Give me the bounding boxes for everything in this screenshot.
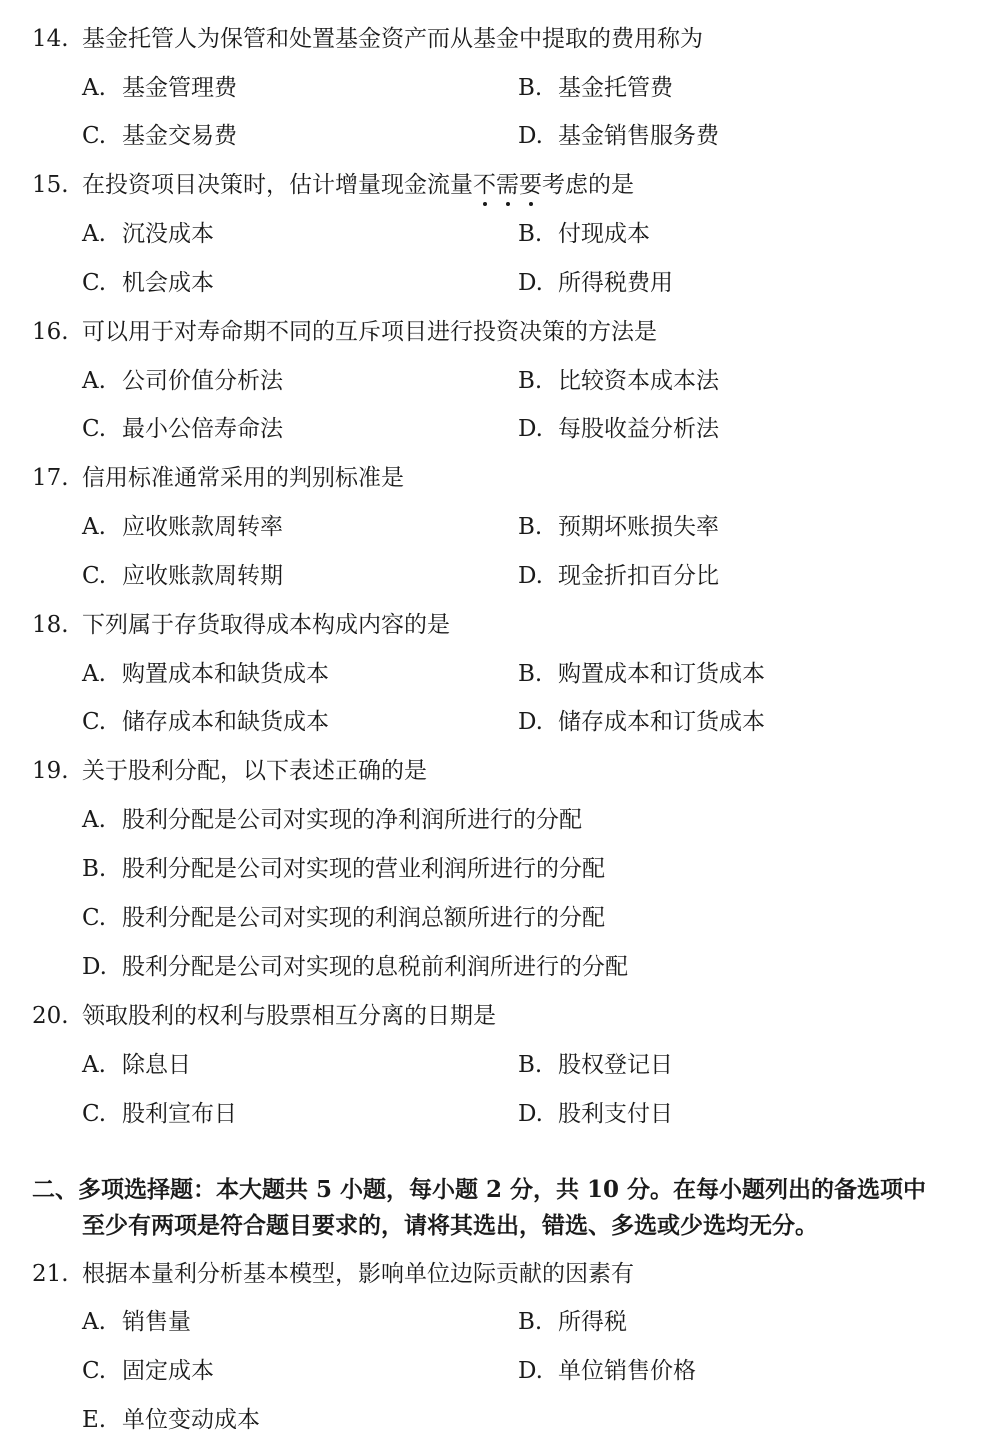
option-text: 机会成本 [122,270,214,296]
option-letter: D. [518,416,543,442]
option-c [82,268,214,298]
option-text: 购置成本和订货成本 [558,661,765,687]
question-number: 20. [32,1003,69,1029]
option-d [518,1099,673,1129]
option-a [82,512,283,542]
option-text: 现金折扣百分比 [558,563,719,589]
option-letter: D. [518,123,543,149]
option-letter: C. [82,563,107,589]
option-letter: A. [82,368,106,394]
question-text-before: 在投资项目决策时，估计增量现金流量 [82,172,473,198]
option-c [82,414,283,444]
option-d [518,414,719,444]
option-text: 基金销售服务费 [558,123,719,149]
option-text: 应收账款周转期 [122,563,283,589]
question-text-after: 考虑的是 [542,172,634,198]
option-a [82,805,582,835]
option-text: 基金托管费 [558,75,673,101]
option-text: 股利分配是公司对实现的营业利润所进行的分配 [122,856,605,882]
option-b [518,1050,673,1080]
option-e [82,1405,260,1435]
option-letter: B. [518,661,543,687]
question-number: 14. [32,26,69,52]
option-text: 销售量 [122,1309,191,1335]
question-18-stem [32,610,450,640]
option-letter: B. [518,368,543,394]
option-letter: C. [82,1101,107,1127]
option-d [518,561,719,591]
question-number: 21. [32,1261,69,1287]
option-a [82,73,237,103]
option-text: 每股收益分析法 [558,416,719,442]
option-d [518,1356,696,1386]
emphasis-char: 不 [473,172,496,198]
question-21-stem [32,1259,634,1289]
option-letter: A. [82,1052,106,1078]
option-c [82,1356,214,1386]
option-b [518,1307,627,1337]
question-text: 下列属于存货取得成本构成内容的是 [82,612,450,638]
option-letter: A. [82,221,106,247]
question-14-stem [32,24,703,54]
question-number: 17. [32,465,69,491]
option-text: 基金管理费 [122,75,237,101]
option-c [82,903,605,933]
option-d [518,268,673,298]
option-letter: A. [82,75,106,101]
option-letter: D. [518,1358,543,1384]
option-text: 股利宣布日 [122,1101,237,1127]
question-text: 关于股利分配，以下表述正确的是 [82,758,427,784]
question-19-stem [32,756,427,786]
option-letter: A. [82,1309,106,1335]
emphasis-char: 要 [519,172,542,198]
question-text: 根据本量利分析基本模型，影响单位边际贡献的因素有 [82,1261,634,1287]
option-letter: B. [518,75,543,101]
question-text: 基金托管人为保管和处置基金资产而从基金中提取的费用称为 [82,26,703,52]
option-text: 股利分配是公司对实现的息税前利润所进行的分配 [122,954,628,980]
option-letter: B. [518,514,543,540]
option-c [82,1099,237,1129]
option-letter: E. [82,1407,107,1433]
option-letter: C. [82,123,107,149]
option-letter: A. [82,661,106,687]
option-text: 股利支付日 [558,1101,673,1127]
option-text: 单位变动成本 [122,1407,260,1433]
question-number: 15. [32,172,69,198]
question-number: 16. [32,319,69,345]
option-b [518,659,765,689]
option-letter: B. [518,1052,543,1078]
option-a [82,366,283,396]
question-number: 19. [32,758,69,784]
option-text: 固定成本 [122,1358,214,1384]
question-17-stem [32,463,404,493]
question-text: 领取股利的权利与股票相互分离的日期是 [82,1003,496,1029]
option-b [518,366,719,396]
option-letter: C. [82,1358,107,1384]
question-16-stem [32,317,657,347]
option-letter: C. [82,270,107,296]
option-letter: D. [82,954,107,980]
option-text: 公司价值分析法 [122,368,283,394]
option-letter: C. [82,416,107,442]
option-text: 储存成本和订货成本 [558,709,765,735]
option-text: 应收账款周转率 [122,514,283,540]
option-text: 预期坏账损失率 [558,514,719,540]
option-text: 基金交易费 [122,123,237,149]
option-a [82,1050,191,1080]
option-text: 单位销售价格 [558,1358,696,1384]
question-number: 18. [32,612,69,638]
option-letter: D. [518,709,543,735]
option-letter: D. [518,1101,543,1127]
option-c [82,707,329,737]
section-heading-line-1: 二、多项选择题：本大题共 5 小题，每小题 2 分，共 10 分。在每小题列出的备选项中 [32,1176,927,1203]
section-heading-line-2: 至少有两项是符合题目要求的，请将其选出，错选、多选或少选均无分。 [82,1212,818,1239]
option-text: 股利分配是公司对实现的净利润所进行的分配 [122,807,582,833]
option-d [518,707,765,737]
option-letter: B. [82,856,107,882]
option-text: 比较资本成本法 [558,368,719,394]
option-a [82,659,329,689]
option-text: 股权登记日 [558,1052,673,1078]
question-15-stem [32,170,634,200]
option-a [82,219,214,249]
option-d [518,121,719,151]
option-text: 储存成本和缺货成本 [122,709,329,735]
option-text: 股利分配是公司对实现的利润总额所进行的分配 [122,905,605,931]
option-text: 付现成本 [558,221,650,247]
question-20-stem [32,1001,496,1031]
option-letter: A. [82,514,106,540]
option-b [518,219,650,249]
question-text: 可以用于对寿命期不同的互斥项目进行投资决策的方法是 [82,319,657,345]
option-text: 除息日 [122,1052,191,1078]
option-letter: B. [518,221,543,247]
option-letter: C. [82,905,107,931]
option-text: 所得税 [558,1309,627,1335]
option-text: 所得税费用 [558,270,673,296]
option-text: 最小公倍寿命法 [122,416,283,442]
option-text: 购置成本和缺货成本 [122,661,329,687]
option-letter: A. [82,807,106,833]
option-a [82,1307,191,1337]
question-text: 信用标准通常采用的判别标准是 [82,465,404,491]
option-c [82,561,283,591]
option-b [518,512,719,542]
option-text: 沉没成本 [122,221,214,247]
option-letter: D. [518,563,543,589]
option-letter: D. [518,270,543,296]
option-letter: B. [518,1309,543,1335]
option-b [82,854,605,884]
option-c [82,121,237,151]
option-letter: C. [82,709,107,735]
emphasis-char: 需 [496,172,519,198]
option-b [518,73,673,103]
option-d [82,952,628,982]
